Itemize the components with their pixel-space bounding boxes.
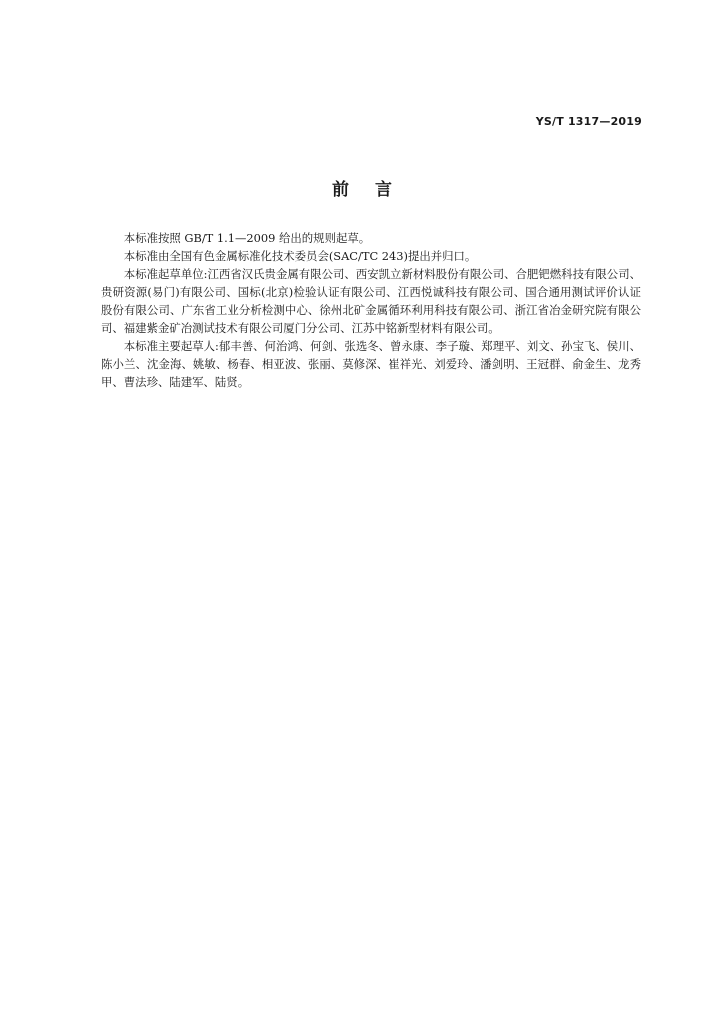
standard-code: YS/T 1317—2019 — [535, 115, 642, 128]
paragraph-drafters: 本标准主要起草人:郁丰善、何治鸿、何剑、张选冬、曾永康、李子璇、郑理平、刘文、孙宝飞、侯川、陈小兰、沈金海、姚敏、杨春、相亚波、张丽、莫修深、崔祥光、刘爱玲、潘剑明、王冠群、俞金生、龙秀甲、曹法珍、陆建军、陆贤。 — [101, 339, 641, 389]
page-title: 前言 — [332, 180, 418, 200]
paragraph-drafting-units: 本标准起草单位:江西省汉氏贵金属有限公司、西安凯立新材料股份有限公司、合肥钯燃科技有限公司、贵研资源(易门)有限公司、国标(北京)检验认证有限公司、江西悦诚科技有限公司、国合通用测试评价认证股份有限公司、广东省工业分析检测中心、徐州北矿金属循环利用科技有限公司、浙江省冶金研究院有限公司、福建紫金矿冶测试技术有限公司厦门分公司、江苏中铭新型材料有限公司。 — [101, 267, 641, 335]
foreword-body — [101, 229, 641, 391]
paragraph-proposer: 本标准由全国有色金属标准化技术委员会(SAC/TC 243)提出并归口。 — [123, 249, 477, 263]
paragraph-drafting-rules: 本标准按照 GB/T 1.1—2009 给出的规则起草。 — [123, 231, 371, 245]
